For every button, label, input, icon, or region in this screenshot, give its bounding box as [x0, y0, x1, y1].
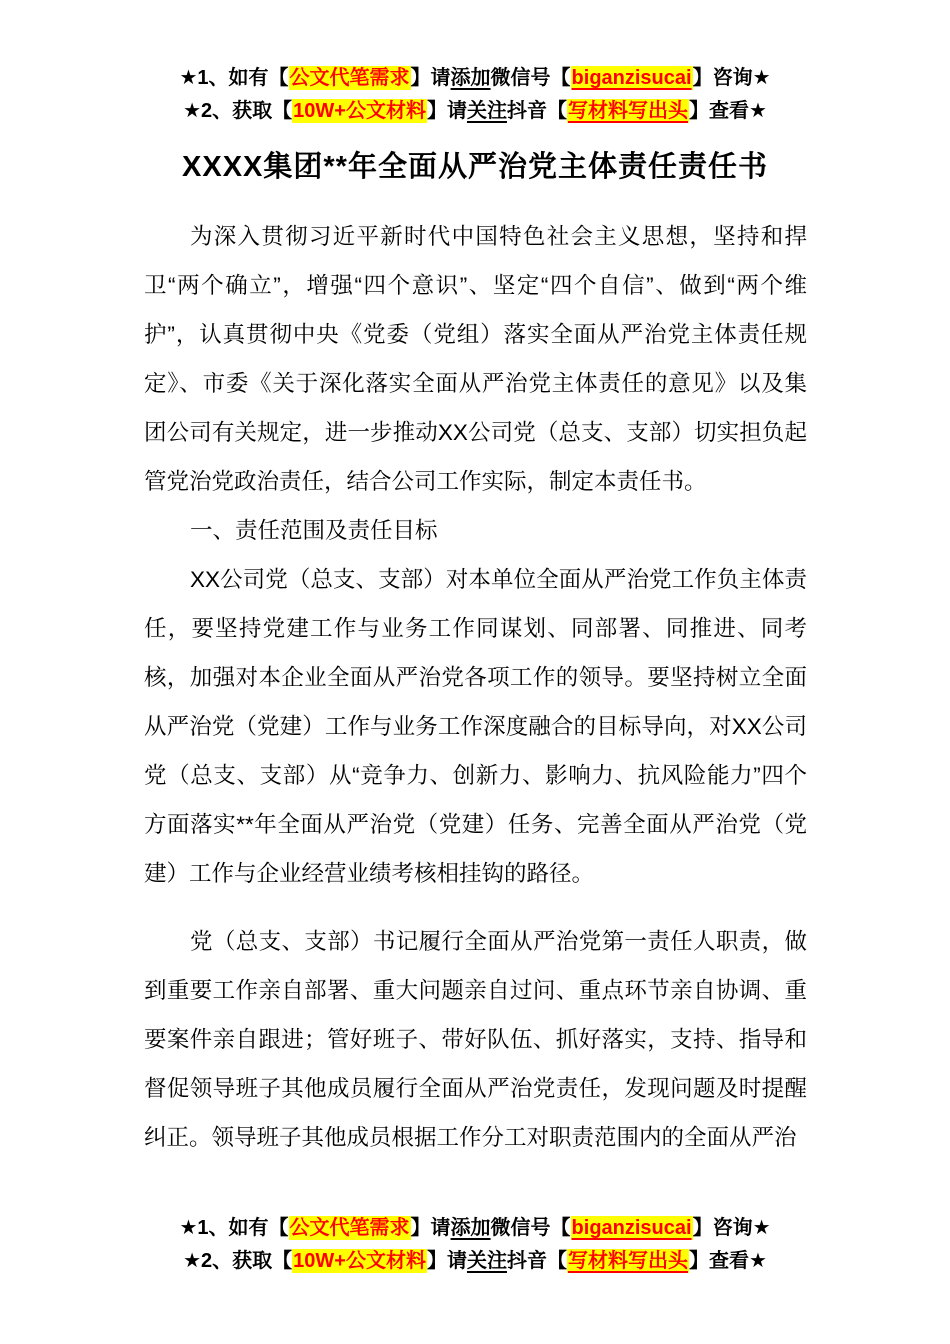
douyin-name-highlight: 写材料写出头 [567, 100, 688, 122]
star-suffix-text: 】咨询★ [692, 1217, 771, 1239]
promo-header [0, 62, 950, 128]
follow-action-underline: 关注 [466, 100, 507, 122]
promo-footer [0, 1212, 950, 1278]
section-heading: 一、责任范围及责任目标 [190, 518, 438, 543]
star-prefix-text: ★2、获取【 [183, 1250, 293, 1272]
wechat-id-highlight: biganzisucai [571, 67, 692, 89]
promo-line-wechat [0, 1212, 950, 1245]
douyin-label-text: 抖音【 [506, 1250, 567, 1272]
bracket-text: 】请 [426, 100, 467, 122]
add-action-underline: 添加 [450, 1217, 491, 1239]
douyin-name-highlight: 写材料写出头 [567, 1250, 688, 1272]
bracket-text: 】请 [410, 67, 451, 89]
star-prefix-text: ★2、获取【 [183, 100, 293, 122]
star-suffix-text: 】查看★ [688, 1250, 767, 1272]
wechat-label-text: 微信号【 [490, 67, 571, 89]
materials-highlight: 10W+公文材料 [293, 100, 426, 122]
star-suffix-text: 】查看★ [688, 100, 767, 122]
wechat-id-highlight: biganzisucai [571, 1217, 692, 1239]
promo-line-douyin [0, 1245, 950, 1278]
body-paragraph: XX公司党（总支、支部）对本单位全面从严治党工作负主体责任，要坚持党建工作与业务工作同谋划、同部署、同推进、同考核，加强对本企业全面从严治党各项工作的领导。要坚持树立全面从严治党（党建）工作与业务工作深度融合的目标导向，对XX公司党（总支、支部）从“竞争力、创新力、影响力、抗风险能力”四个方面落实**年全面从严治党（党建）任务、完善全面从严治党（党建）工作与企业经营业绩考核相挂钩的路径。 [144, 567, 807, 886]
service-need-highlight: 公文代笔需求 [289, 67, 410, 89]
star-suffix-text: 】咨询★ [692, 67, 771, 89]
materials-highlight: 10W+公文材料 [293, 1250, 426, 1272]
douyin-label-text: 抖音【 [506, 100, 567, 122]
service-need-highlight: 公文代笔需求 [289, 1217, 410, 1239]
bracket-text: 】请 [410, 1217, 451, 1239]
add-action-underline: 添加 [450, 67, 491, 89]
star-prefix-text: ★1、如有【 [179, 67, 289, 89]
body-paragraph: 为深入贯彻习近平新时代中国特色社会主义思想，坚持和捍卫“两个确立”，增强“四个意识”、坚定“四个自信”、做到“两个维护”，认真贯彻中央《党委（党组）落实全面从严治党主体责任规定》、市委《关于深化落实全面从严治党主体责任的意见》以及集团公司有关规定，进一步推动XX公司党（总支、支部）切实担负起管党治党政治责任，结合公司工作实际，制定本责任书。 [144, 224, 807, 494]
star-prefix-text: ★1、如有【 [179, 1217, 289, 1239]
document-body [144, 212, 807, 1162]
body-paragraph: 党（总支、支部）书记履行全面从严治党第一责任人职责，做到重要工作亲自部署、重大问题亲自过问、重点环节亲自协调、重要案件亲自跟进；管好班子、带好队伍、抓好落实，支持、指导和督促领导班子其他成员履行全面从严治党责任，发现问题及时提醒纠正。领导班子其他成员根据工作分工对职责范围内的全面从严治 [144, 929, 807, 1150]
promo-line-douyin [0, 95, 950, 128]
bracket-text: 】请 [426, 1250, 467, 1272]
promo-line-wechat [0, 62, 950, 95]
follow-action-underline: 关注 [466, 1250, 507, 1272]
document-title: XXXX集团**年全面从严治党主体责任责任书 [182, 151, 768, 183]
wechat-label-text: 微信号【 [490, 1217, 571, 1239]
